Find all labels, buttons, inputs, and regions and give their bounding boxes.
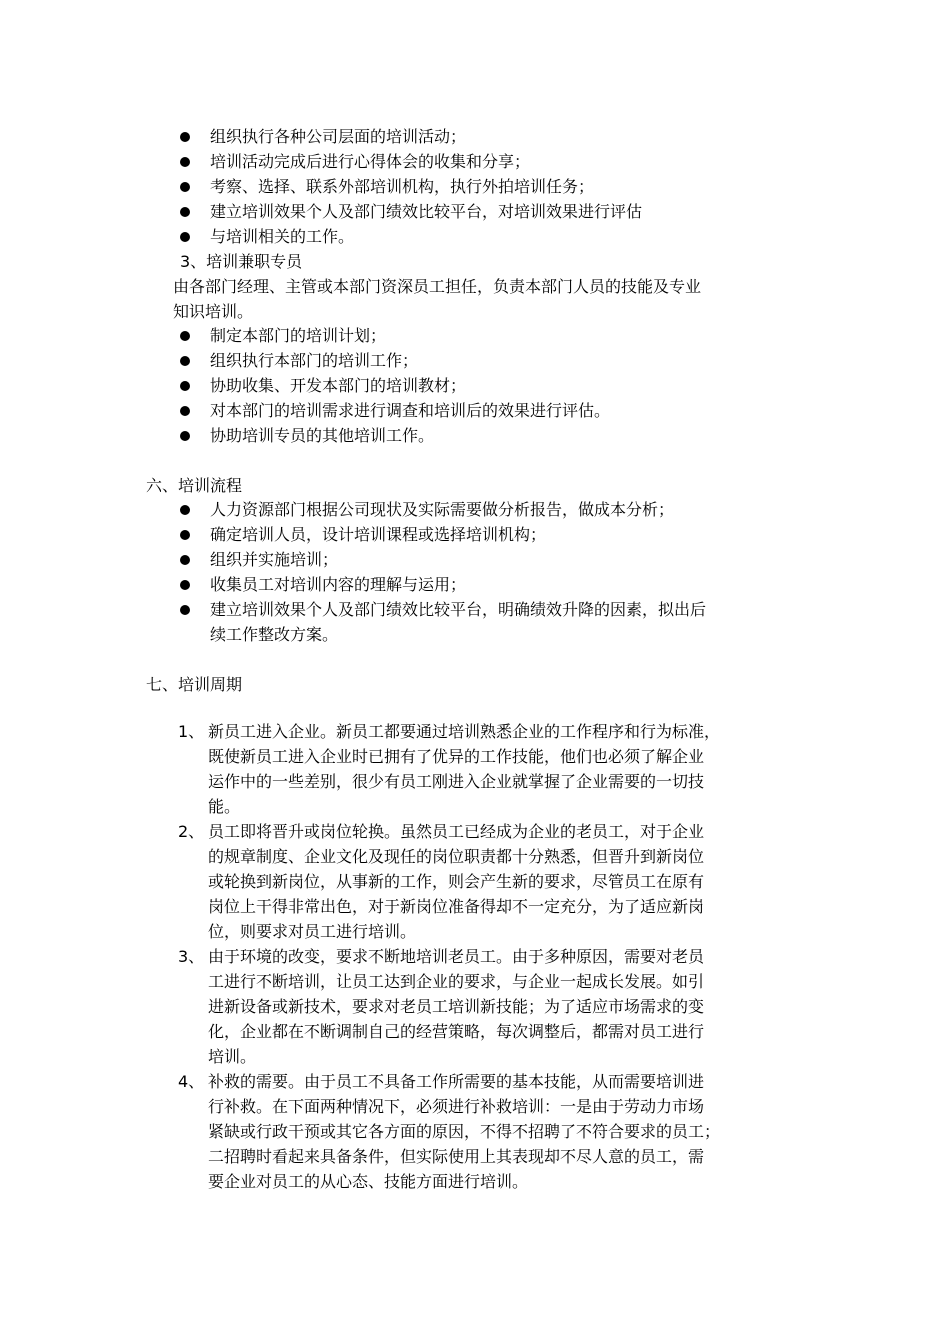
list-item-continuation: 续工作整改方案。: [210, 625, 339, 644]
list-item: 培训活动完成后进行心得体会的收集和分享；: [210, 152, 531, 171]
list-item-line: 要企业对员工的从心态、技能方面进行培训。: [208, 1172, 529, 1191]
bullet-icon: [180, 406, 190, 416]
list-item: 组织并实施培训；: [210, 550, 339, 569]
bullet-icon: [180, 132, 190, 142]
list-item-line: 培训。: [208, 1047, 257, 1066]
bullet-icon: [180, 356, 190, 366]
bullet-icon: [180, 431, 190, 441]
list-item: 建立培训效果个人及部门绩效比较平台，对培训效果进行评估: [210, 202, 643, 221]
paragraph-line: 知识培训。: [173, 302, 254, 321]
list-item-line: 运作中的一些差别，很少有员工刚进入企业就掌握了企业需要的一切技: [208, 772, 705, 791]
bullet-icon: [180, 157, 190, 167]
list-item-line: 补救的需要。由于员工不具备工作所需要的基本技能，从而需要培训进: [208, 1072, 705, 1091]
list-item-line: 或轮换到新岗位，从事新的工作，则会产生新的要求，尽管员工在原有: [208, 872, 705, 891]
list-item: 制定本部门的培训计划；: [210, 326, 387, 345]
list-item-line: 紧缺或行政干预或其它各方面的原因，不得不招聘了不符合要求的员工；: [208, 1122, 721, 1141]
list-item: 建立培训效果个人及部门绩效比较平台，明确绩效升降的因素，拟出后: [210, 600, 707, 619]
bullet-icon: [180, 605, 190, 615]
bullet-icon: [180, 505, 190, 515]
list-item-line: 新员工进入企业。新员工都要通过培训熟悉企业的工作程序和行为标准，: [208, 722, 721, 741]
item-number: 1、: [178, 722, 205, 741]
bullet-icon: [180, 182, 190, 192]
list-item: 组织执行本部门的培训工作；: [210, 351, 419, 370]
list-item: 确定培训人员，设计培训课程或选择培训机构；: [210, 525, 547, 544]
list-item-line: 工进行不断培训，让员工达到企业的要求，与企业一起成长发展。如引: [208, 972, 705, 991]
list-item-line: 进新设备或新技术，要求对老员工培训新技能；为了适应市场需求的变: [208, 997, 705, 1016]
list-item: 考察、选择、联系外部培训机构，执行外拍培训任务；: [210, 177, 595, 196]
list-item-line: 员工即将晋升或岗位轮换。虽然员工已经成为企业的老员工，对于企业: [208, 822, 705, 841]
section-heading: 七、培训周期: [146, 675, 243, 694]
list-item-line: 既使新员工进入企业时已拥有了优异的工作技能，他们也必须了解企业: [208, 747, 705, 766]
section-heading: 六、培训流程: [146, 476, 243, 495]
paragraph-line: 由各部门经理、主管或本部门资深员工担任，负责本部门人员的技能及专业: [173, 277, 702, 296]
bullet-icon: [180, 381, 190, 391]
bullet-icon: [180, 530, 190, 540]
list-item-line: 位，则要求对员工进行培训。: [208, 922, 417, 941]
item-number: 4、: [178, 1072, 205, 1091]
bullet-icon: [180, 580, 190, 590]
list-item-line: 二招聘时看起来具备条件，但实际使用上其表现却不尽人意的员工，需: [208, 1147, 705, 1166]
bullet-icon: [180, 232, 190, 242]
list-item-line: 化，企业都在不断调制自己的经营策略，每次调整后，都需对员工进行: [208, 1022, 705, 1041]
bullet-icon: [180, 207, 190, 217]
list-item-line: 行补救。在下面两种情况下，必须进行补救培训：一是由于劳动力市场: [208, 1097, 705, 1116]
list-item: 与培训相关的工作。: [210, 227, 355, 246]
list-item-line: 能。: [208, 797, 241, 816]
list-item: 对本部门的培训需求进行调查和培训后的效果进行评估。: [210, 401, 611, 420]
section-heading: 3、培训兼职专员: [180, 252, 303, 271]
list-item: 协助培训专员的其他培训工作。: [210, 426, 435, 445]
list-item: 收集员工对培训内容的理解与运用；: [210, 575, 467, 594]
list-item: 协助收集、开发本部门的培训教材；: [210, 376, 467, 395]
list-item-line: 由于环境的改变，要求不断地培训老员工。由于多种原因，需要对老员: [208, 947, 705, 966]
bullet-icon: [180, 331, 190, 341]
item-number: 3、: [178, 947, 205, 966]
bullet-icon: [180, 555, 190, 565]
list-item-line: 岗位上干得非常出色，对于新岗位准备得却不一定充分，为了适应新岗: [208, 897, 705, 916]
list-item: 组织执行各种公司层面的培训活动；: [210, 127, 467, 146]
list-item-line: 的规章制度、企业文化及现任的岗位职责都十分熟悉，但晋升到新岗位: [208, 847, 705, 866]
list-item: 人力资源部门根据公司现状及实际需要做分析报告，做成本分析；: [210, 500, 675, 519]
item-number: 2、: [178, 822, 205, 841]
